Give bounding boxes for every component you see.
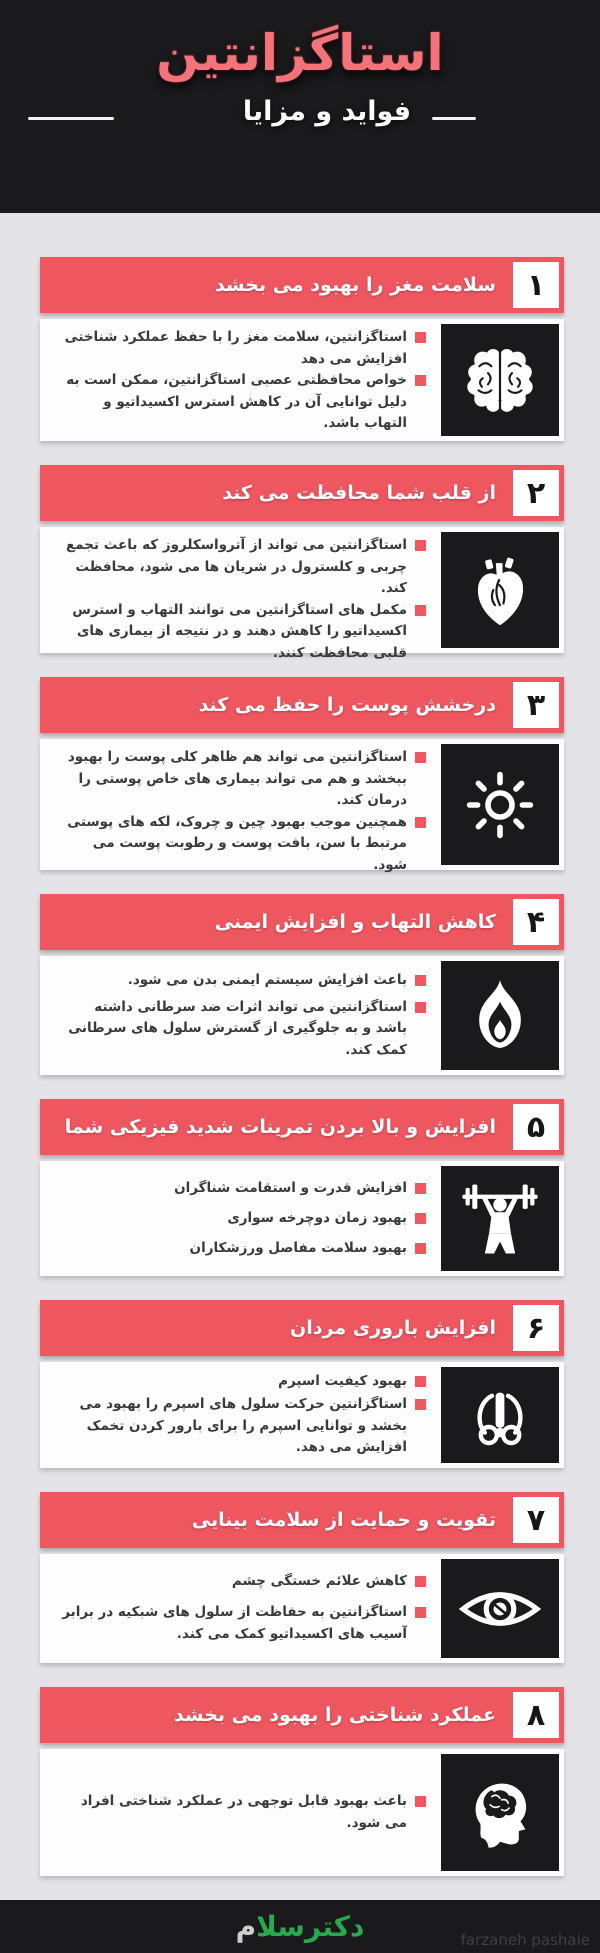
bullet-item <box>60 327 426 370</box>
benefit-section-3 <box>40 677 564 873</box>
logo-last-letter: م <box>235 1910 257 1943</box>
section-body <box>40 1161 564 1276</box>
header <box>0 0 600 213</box>
bullet-text: استاگزانتین، سلامت مغز را با حفظ عملکرد شناختی افزایش می دهد <box>64 329 407 367</box>
bullet-item <box>60 1208 426 1230</box>
section-number: ۳ <box>513 682 559 728</box>
bullet-square-icon <box>415 752 426 763</box>
bullet-list <box>40 739 436 873</box>
bullet-item <box>60 600 426 665</box>
flame-icon <box>441 961 559 1070</box>
section-number: ۶ <box>513 1305 559 1351</box>
section-body <box>40 1749 564 1876</box>
bullet-item <box>60 535 426 600</box>
bullet-item <box>60 1371 426 1393</box>
logo-text: دکترسلا <box>256 1910 365 1943</box>
section-title: تقویت و حمایت از سلامت بینایی <box>191 1509 496 1531</box>
bullet-text: کاهش علائم خستگی چشم <box>231 1573 407 1590</box>
bullet-square-icon <box>415 1607 426 1618</box>
head-brain-icon <box>441 1754 559 1871</box>
page-subtitle: فواید و مزایا <box>242 96 412 127</box>
bullet-square-icon <box>415 605 426 616</box>
bullet-square-icon <box>415 332 426 343</box>
bullet-list <box>40 1362 436 1468</box>
section-body <box>40 1554 564 1663</box>
section-title: عملکرد شناختی را بهبود می بخشد <box>173 1704 496 1726</box>
bullet-square-icon <box>415 1399 426 1410</box>
section-body <box>40 319 564 441</box>
section-body <box>40 956 564 1075</box>
bullet-text: استاگزانتین می تواند هم ظاهر کلی پوست را بهبود ببخشد و هم می تواند بیماری های خاص پوستی را درمان کند. <box>67 749 407 809</box>
bullet-list <box>40 1749 436 1876</box>
bullet-square-icon <box>415 1376 426 1387</box>
section-number: ۷ <box>513 1497 559 1543</box>
section-number: ۴ <box>513 899 559 945</box>
section-number: ۵ <box>513 1104 559 1150</box>
bullet-item <box>60 1238 426 1260</box>
benefit-section-6 <box>40 1300 564 1468</box>
section-title: افزایش باروری مردان <box>290 1317 496 1339</box>
section-header <box>40 1492 564 1548</box>
benefit-section-5 <box>40 1099 564 1276</box>
section-header <box>40 257 564 313</box>
section-header <box>40 1099 564 1155</box>
bullet-item <box>60 1791 426 1834</box>
bullet-item <box>60 1178 426 1200</box>
section-header <box>40 1687 564 1743</box>
bullet-item <box>60 1394 426 1459</box>
section-body <box>40 739 564 873</box>
heart-icon <box>441 532 559 648</box>
bullet-text: باعث بهبود قابل توجهی در عملکرد شناختی افراد می شود. <box>80 1792 407 1831</box>
bullet-text: افزایش قدرت و استقامت شناگران <box>174 1179 407 1196</box>
section-title: کاهش التهاب و افزایش ایمنی <box>214 911 496 933</box>
bullet-item <box>60 747 426 812</box>
section-number: ۲ <box>513 470 559 516</box>
section-body <box>40 527 564 661</box>
section-number: ۸ <box>513 1692 559 1738</box>
sun-icon <box>441 744 559 865</box>
bullet-text: باعث افزایش سیستم ایمنی بدن می شود. <box>127 971 407 988</box>
section-header <box>40 465 564 521</box>
section-header <box>40 1300 564 1356</box>
bullet-item <box>60 1602 426 1645</box>
bullet-square-icon <box>415 1183 426 1194</box>
benefit-section-1 <box>40 257 564 441</box>
bullet-square-icon <box>415 975 426 986</box>
bullet-text: استاگزانتین به حفاظت از سلول های شبکیه در برابر آسیب های اکسیداتیو کمک می کند. <box>62 1604 407 1642</box>
benefit-section-4 <box>40 894 564 1075</box>
section-title: درخشش پوست را حفظ می کند <box>198 694 496 716</box>
bullet-text: مکمل های استاگزانتین می توانند التهاب و استرس اکسیداتیو را کاهش دهند و در نتیجه از بیماری های قلبی محافظت کنند. <box>72 601 407 661</box>
section-body <box>40 1362 564 1468</box>
bullet-text: استاگزانتین حرکت سلول های اسپرم را بهبود می بخشد و توانایی اسپرم را برای بارور کردن تخمک افزایش می دهد. <box>79 1396 407 1456</box>
bullet-square-icon <box>415 1243 426 1254</box>
male-fertility-icon <box>441 1367 559 1463</box>
bullet-text: استاگزانتین می تواند از آترواسکلروز که باعث تجمع چربی و کلسترول در شریان ها می شود، محافظت کند. <box>65 537 407 597</box>
eye-icon <box>441 1559 559 1658</box>
benefit-section-8 <box>40 1687 564 1876</box>
bullet-square-icon <box>415 375 426 386</box>
bullet-item <box>60 970 426 992</box>
bullet-item <box>60 812 426 877</box>
weightlifter-icon <box>441 1166 559 1271</box>
bullet-text: استاگزانتین می تواند اثرات ضد سرطانی داشته باشد و به جلوگیری از گسترش سلول های سرطانی کمک کند. <box>68 998 407 1058</box>
bullet-text: خواص محافظتی عصبی استاگزانتین، ممکن است به دلیل توانایی آن در کاهش استرس اکسیداتیو و التهاب باشد. <box>66 372 407 432</box>
bullet-square-icon <box>415 1576 426 1587</box>
benefits-list <box>0 213 600 1876</box>
bullet-list <box>40 1554 436 1663</box>
bullet-text: بهبود زمان دوچرخه سواری <box>227 1209 407 1226</box>
bullet-text: بهبود کیفیت اسپرم <box>278 1373 407 1390</box>
bullet-list <box>40 1161 436 1276</box>
bullet-square-icon <box>415 1796 426 1807</box>
watermark: farzaneh pashaie <box>460 1931 590 1949</box>
doctor-salam-logo <box>236 1910 365 1943</box>
bullet-list <box>40 319 436 441</box>
section-number: ۱ <box>513 262 559 308</box>
bullet-list <box>40 956 436 1075</box>
bullet-list <box>40 527 436 661</box>
section-title: افزایش و بالا بردن تمرینات شدید فیزیکی شما <box>64 1116 496 1138</box>
section-title: سلامت مغز را بهبود می بخشد <box>214 274 496 296</box>
bullet-square-icon <box>415 1213 426 1224</box>
divider-line-right <box>432 117 476 120</box>
bullet-item <box>60 997 426 1062</box>
section-title: از قلب شما محافظت می کند <box>222 482 496 504</box>
subtitle-row <box>0 96 600 140</box>
bullet-text: بهبود سلامت مفاصل ورزشکاران <box>189 1239 407 1256</box>
page-title: استاگزانتین <box>156 24 444 82</box>
section-header <box>40 894 564 950</box>
bullet-item <box>60 370 426 435</box>
benefit-section-2 <box>40 465 564 661</box>
bullet-square-icon <box>415 817 426 828</box>
bullet-square-icon <box>415 540 426 551</box>
bullet-item <box>60 1571 426 1593</box>
bullet-square-icon <box>415 1002 426 1013</box>
section-header <box>40 677 564 733</box>
brain-icon <box>441 324 559 436</box>
benefit-section-7 <box>40 1492 564 1663</box>
bullet-text: همچنین موجب بهبود چین و چروک، لکه های پوستی مرتبط با سن، بافت پوست و رطوبت پوست می شود. <box>67 813 407 873</box>
